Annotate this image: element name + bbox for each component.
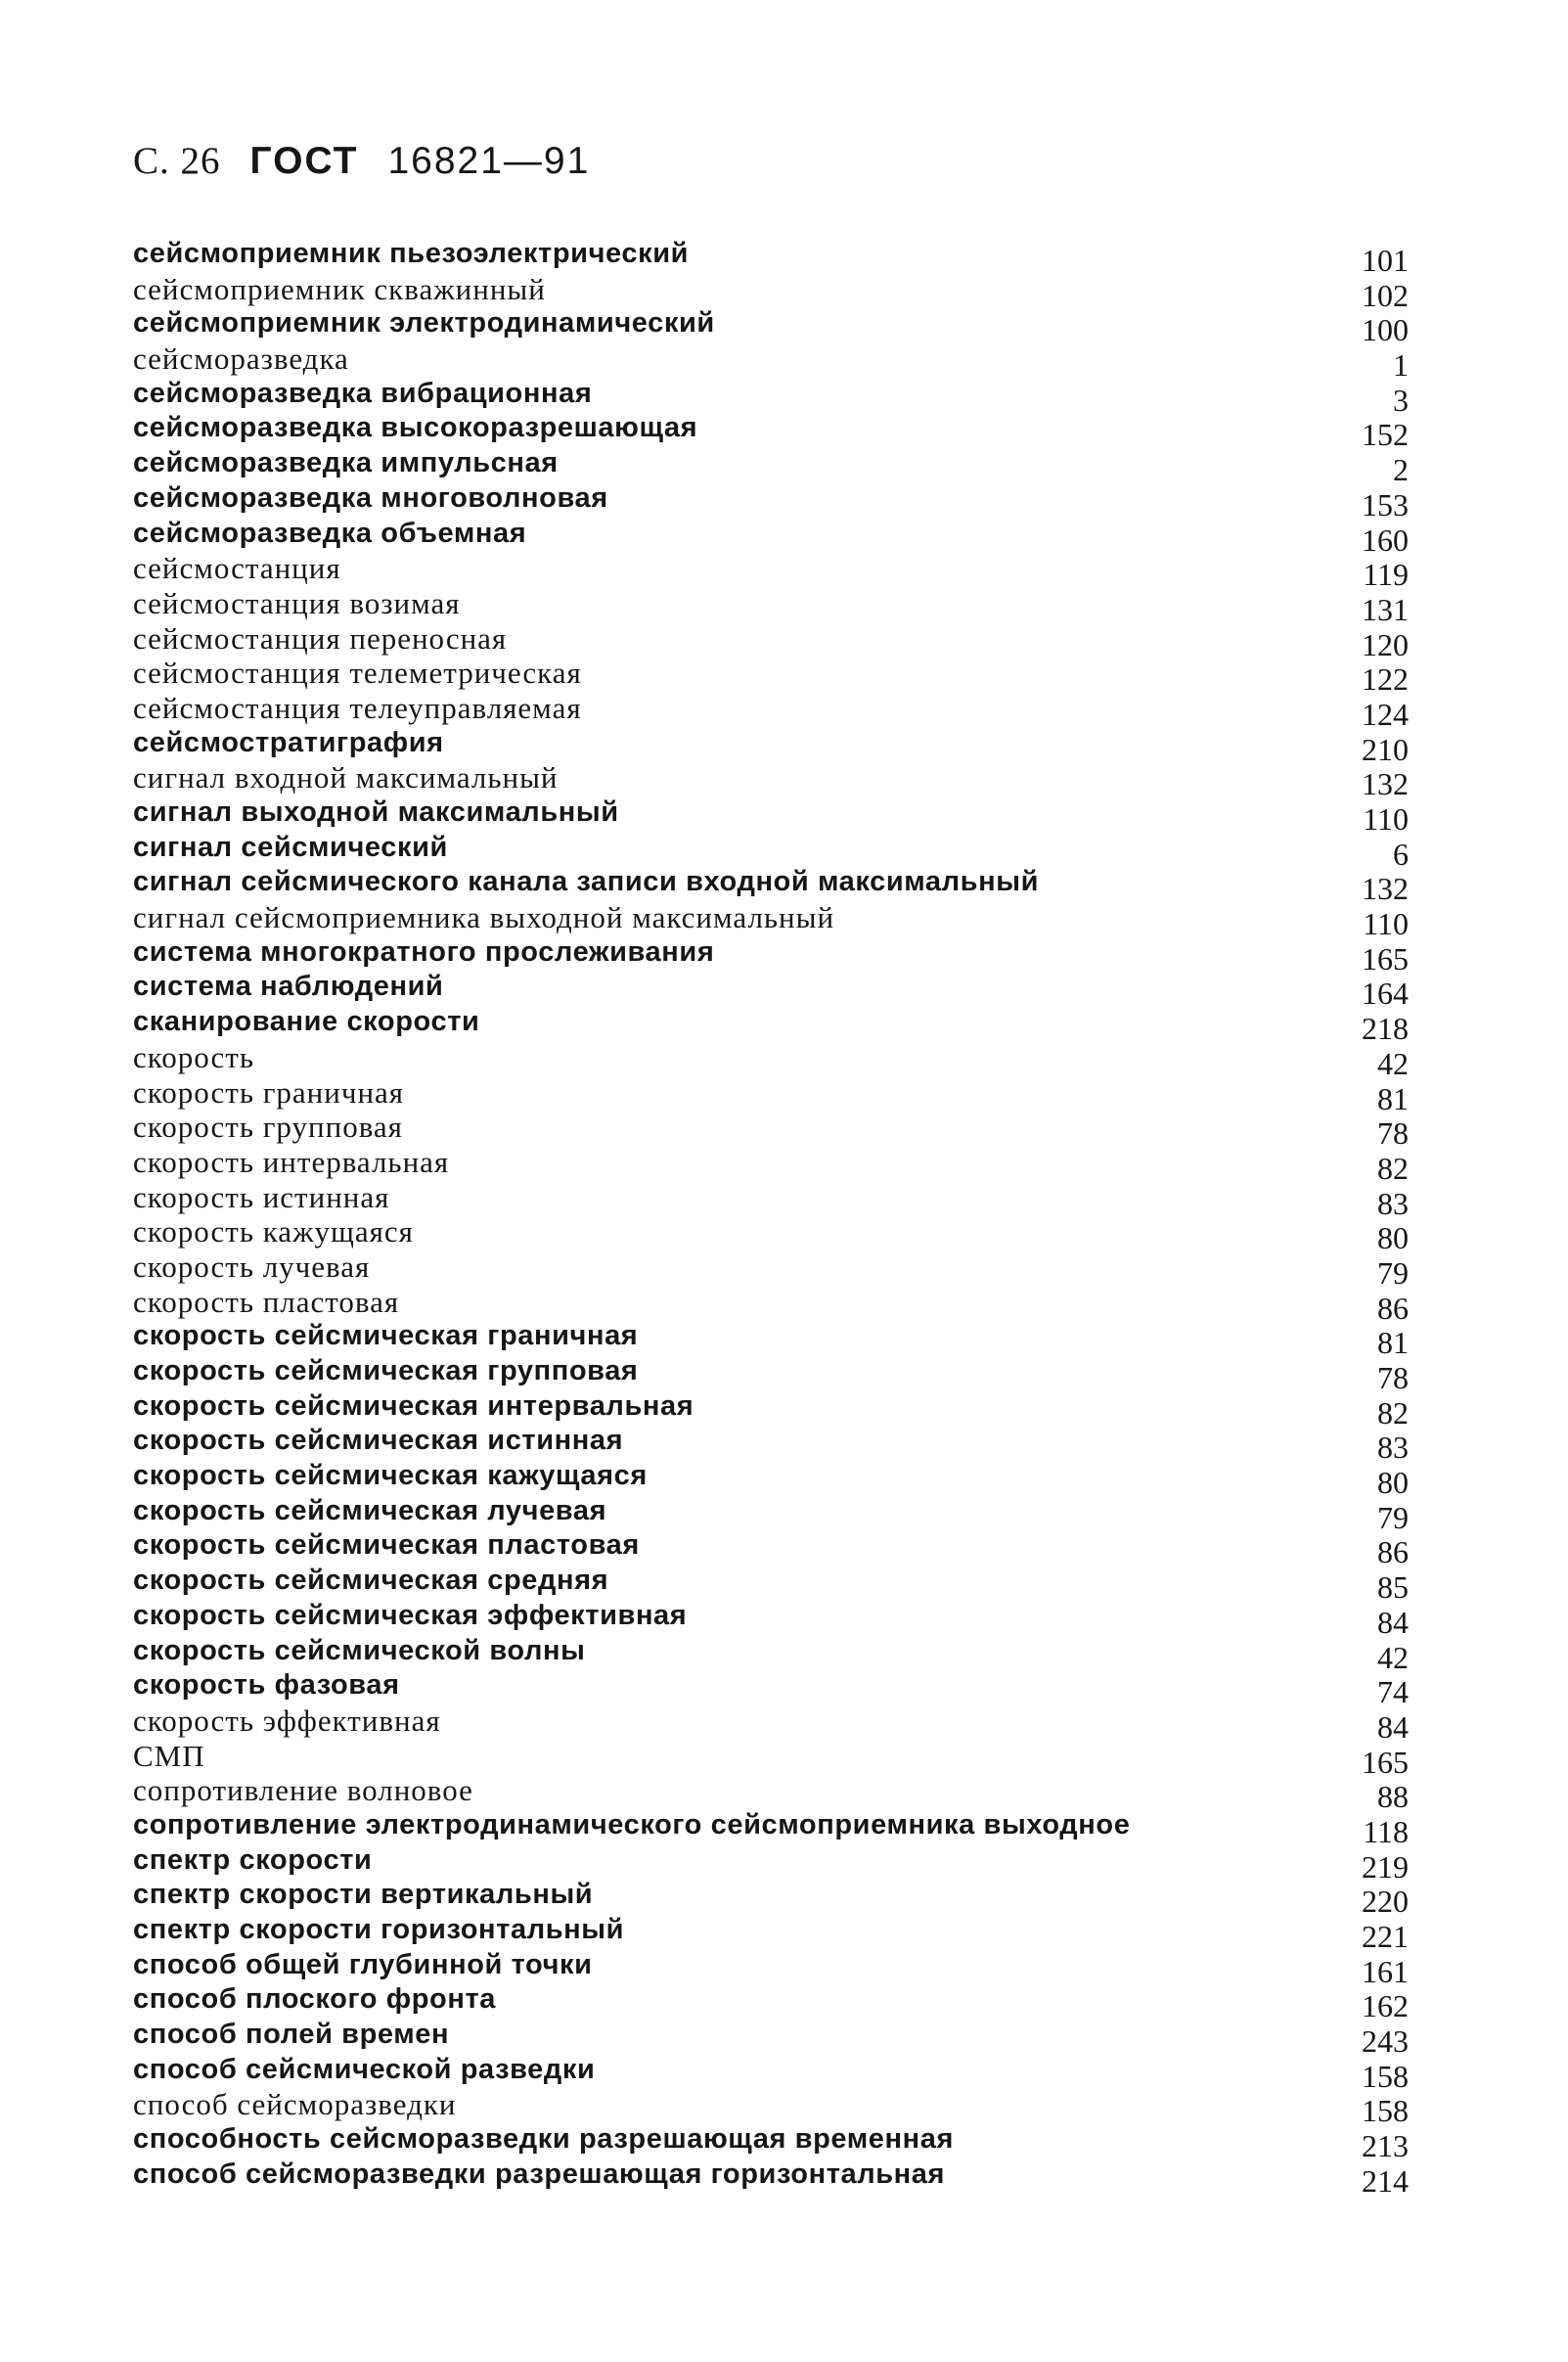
- index-term-number: 120: [1362, 626, 1409, 662]
- index-term-number: 132: [1362, 766, 1409, 802]
- index-term-number: 101: [1362, 243, 1409, 278]
- index-term-number: 164: [1362, 976, 1409, 1012]
- index-term-number: 82: [1377, 1150, 1409, 1186]
- index-term: спектр скорости: [133, 1843, 373, 1876]
- index-term: способность сейсморазведки разрешающая временная: [133, 2123, 954, 2156]
- index-entry: [125, 411, 1409, 453]
- standard-label: ГОСТ: [249, 140, 359, 182]
- index-entry: [125, 1668, 1409, 1710]
- index-term: сопротивление электродинамического сейсмоприемника выходное: [133, 1808, 1131, 1840]
- index-term-number: 2: [1393, 452, 1409, 488]
- index-term-number: 42: [1377, 1045, 1409, 1081]
- index-term-number: 84: [1377, 1708, 1409, 1745]
- index-term: способ полей времен: [133, 2019, 450, 2051]
- index-entry: [125, 1179, 1409, 1221]
- index-term: сейсмостанция возимая: [133, 585, 461, 620]
- index-term-number: 119: [1363, 557, 1409, 593]
- index-entry: [125, 1599, 1409, 1640]
- index-entry: [125, 341, 1409, 384]
- index-term-number: 153: [1362, 486, 1409, 522]
- index-term: скорость истинная: [133, 1179, 390, 1214]
- index-entry: [125, 1913, 1409, 1954]
- index-term-number: 83: [1377, 1430, 1409, 1466]
- standard-number: 16821—91: [387, 140, 591, 182]
- index-term-number: 220: [1362, 1884, 1409, 1920]
- index-entry: [125, 795, 1409, 837]
- index-term-number: 124: [1362, 696, 1409, 732]
- index-term: система многократного прослеживания: [133, 935, 715, 968]
- index-term: скорость: [133, 1039, 254, 1074]
- index-term-number: 82: [1377, 1394, 1409, 1431]
- index-term-number: 79: [1377, 1254, 1409, 1291]
- index-entry: [125, 1564, 1409, 1606]
- index-term: сопротивление волновое: [133, 1773, 473, 1808]
- index-entry: [125, 1144, 1409, 1186]
- index-term-number: 214: [1362, 2162, 1409, 2199]
- index-entry: [125, 1494, 1409, 1535]
- index-entry: [125, 1982, 1409, 2024]
- index-term-number: 100: [1362, 312, 1409, 348]
- index-entry: [125, 1319, 1409, 1361]
- index-term-number: 80: [1377, 1220, 1409, 1256]
- index-term: способ сейсморазведки: [133, 2087, 457, 2122]
- index-term-number: 88: [1377, 1779, 1409, 1815]
- index-term-number: 81: [1377, 1325, 1409, 1361]
- index-term: сигнал сейсмического канала записи входной максимальный: [133, 866, 1040, 898]
- index-term-number: 165: [1362, 1744, 1409, 1780]
- index-entry: [125, 1634, 1409, 1675]
- index-term: скорость фазовая: [133, 1669, 400, 1702]
- index-entry: [125, 1459, 1409, 1501]
- index-entry: [125, 2053, 1409, 2094]
- index-entry: [125, 970, 1409, 1012]
- index-term-number: 83: [1377, 1185, 1409, 1221]
- index-term-number: 219: [1362, 1848, 1409, 1885]
- index-term-number: 86: [1377, 1534, 1409, 1570]
- index-entry: [125, 1528, 1409, 1570]
- index-term: способ общей глубинной точки: [133, 1948, 593, 1980]
- index-term-number: 131: [1362, 591, 1409, 627]
- index-entry: [125, 620, 1409, 662]
- index-term-number: 74: [1377, 1674, 1409, 1710]
- index-entry: [125, 1249, 1409, 1291]
- index-entry: [125, 1738, 1409, 1780]
- index-term: скорость сейсмическая групповая: [133, 1355, 639, 1386]
- index-entry: [125, 517, 1409, 558]
- index-entry: [125, 865, 1409, 907]
- index-term-number: 161: [1362, 1953, 1409, 1989]
- index-entry: [125, 1214, 1409, 1256]
- index-entry: [125, 271, 1409, 313]
- index-term-number: 110: [1363, 906, 1409, 942]
- index-term-number: 152: [1362, 417, 1409, 453]
- index-term-number: 84: [1377, 1604, 1409, 1640]
- index-term: сейсмоприемник пьезоэлектрический: [133, 238, 690, 269]
- index-term: сейсмостанция: [133, 551, 341, 586]
- term-index-list: [125, 237, 1409, 2199]
- index-entry: [125, 1389, 1409, 1431]
- index-entry: [125, 726, 1409, 767]
- index-term: сейсмоприемник скважинный: [133, 271, 546, 306]
- index-entry: [125, 481, 1409, 522]
- page-number: С. 26: [133, 140, 221, 182]
- index-entry: [125, 1284, 1409, 1326]
- index-term: способ сейсморазведки разрешающая горизонтальная: [133, 2158, 946, 2190]
- index-term: скорость лучевая: [133, 1249, 371, 1284]
- index-term-number: 210: [1362, 731, 1409, 767]
- index-entry: [125, 2122, 1409, 2164]
- index-entry: [125, 551, 1409, 593]
- index-term: скорость сейсмическая лучевая: [133, 1494, 607, 1526]
- index-entry: [125, 1948, 1409, 1989]
- index-term: сейсмостанция телеметрическая: [133, 656, 582, 691]
- index-term: сейсмостанция переносная: [133, 620, 508, 656]
- index-term: скорость сейсмическая кажущаяся: [133, 1460, 648, 1492]
- index-term: сейсмостратиграфия: [133, 726, 444, 758]
- index-term-number: 162: [1362, 1988, 1409, 2024]
- index-term-number: 80: [1377, 1465, 1409, 1501]
- index-entry: [125, 656, 1409, 698]
- index-term: сейсморазведка высокоразрешающая: [133, 412, 698, 444]
- index-entry: [125, 2018, 1409, 2060]
- index-term: сейсморазведка объемная: [133, 517, 527, 549]
- index-entry: [125, 1843, 1409, 1885]
- index-term-number: 218: [1362, 1011, 1409, 1047]
- index-term-number: 243: [1362, 2023, 1409, 2060]
- index-term: скорость сейсмической волны: [133, 1634, 586, 1666]
- index-term-number: 158: [1362, 2058, 1409, 2094]
- index-term-number: 6: [1393, 836, 1409, 872]
- index-entry: [125, 1074, 1409, 1116]
- index-term: скорость граничная: [133, 1074, 405, 1110]
- index-entry: [125, 1110, 1409, 1152]
- index-term: сейсмоприемник электродинамический: [133, 307, 715, 340]
- index-term: скорость кажущаяся: [133, 1214, 414, 1249]
- index-entry: [125, 1878, 1409, 1920]
- index-term-number: 81: [1377, 1080, 1409, 1116]
- index-term: скорость сейсмическая эффективная: [133, 1599, 688, 1631]
- index-entry: [125, 446, 1409, 488]
- index-entry: [125, 1808, 1409, 1849]
- index-term-number: 165: [1362, 940, 1409, 977]
- index-term: СМП: [133, 1738, 205, 1773]
- index-term: спектр скорости горизонтальный: [133, 1914, 625, 1945]
- index-term: сигнал входной максимальный: [133, 760, 559, 795]
- index-entry: [125, 935, 1409, 977]
- index-term-number: 102: [1362, 277, 1409, 313]
- index-term: сейсморазведка вибрационная: [133, 377, 593, 409]
- index-term: сейсморазведка: [133, 341, 349, 377]
- index-term: скорость интервальная: [133, 1144, 450, 1179]
- index-entry: [125, 900, 1409, 942]
- index-entry: [125, 1039, 1409, 1081]
- index-entry: [125, 690, 1409, 732]
- index-term-number: 132: [1362, 871, 1409, 907]
- index-term: скорость сейсмическая средняя: [133, 1565, 609, 1597]
- index-term: сейсмостанция телеуправляемая: [133, 690, 582, 725]
- index-term-number: 221: [1362, 1919, 1409, 1954]
- index-term-number: 86: [1377, 1290, 1409, 1326]
- index-entry: [125, 1005, 1409, 1047]
- index-term: спектр скорости вертикальный: [133, 1879, 594, 1911]
- index-term: скорость групповая: [133, 1110, 403, 1145]
- index-entry: [125, 237, 1409, 278]
- index-term: сигнал сейсмоприемника выходной максимальный: [133, 900, 835, 935]
- index-entry: [125, 760, 1409, 802]
- index-term-number: 79: [1377, 1499, 1409, 1535]
- index-term-number: 213: [1362, 2128, 1409, 2164]
- index-term: скорость эффективная: [133, 1703, 441, 1738]
- index-term: скорость сейсмическая интервальная: [133, 1389, 694, 1422]
- index-entry: [125, 831, 1409, 872]
- index-term: сканирование скорости: [133, 1006, 480, 1038]
- index-entry: [125, 1773, 1409, 1815]
- index-term: система наблюдений: [133, 971, 444, 1003]
- index-term-number: 160: [1362, 522, 1409, 558]
- index-term-number: 1: [1393, 347, 1409, 384]
- index-term: скорость сейсмическая истинная: [133, 1425, 624, 1457]
- index-entry: [125, 1424, 1409, 1466]
- index-entry: [125, 585, 1409, 627]
- index-term-number: 78: [1377, 1360, 1409, 1395]
- index-entry: [125, 1703, 1409, 1745]
- index-term-number: 118: [1363, 1813, 1409, 1849]
- index-term-number: 110: [1363, 801, 1409, 837]
- index-entry: [125, 306, 1409, 348]
- index-term-number: 85: [1377, 1569, 1409, 1606]
- index-term: скорость сейсмическая пластовая: [133, 1529, 640, 1562]
- index-term: сейсморазведка многоволновая: [133, 481, 608, 514]
- index-term: сигнал сейсмический: [133, 831, 448, 863]
- page-header: [133, 139, 590, 183]
- index-entry: [125, 2158, 1409, 2199]
- index-term-number: 42: [1377, 1639, 1409, 1675]
- index-term: скорость пластовая: [133, 1284, 400, 1319]
- index-term: способ плоского фронта: [133, 1983, 496, 2016]
- index-term-number: 158: [1362, 2093, 1409, 2129]
- index-term: сигнал выходной максимальный: [133, 796, 619, 828]
- index-entry: [125, 1354, 1409, 1395]
- index-term: скорость сейсмическая граничная: [133, 1320, 639, 1352]
- index-term-number: 78: [1377, 1115, 1409, 1152]
- index-entry: [125, 2087, 1409, 2129]
- index-term-number: 122: [1362, 661, 1409, 698]
- index-term: способ сейсмической разведки: [133, 2053, 596, 2085]
- index-entry: [125, 377, 1409, 418]
- index-term-number: 3: [1393, 382, 1409, 418]
- index-term: сейсморазведка импульсная: [133, 447, 559, 479]
